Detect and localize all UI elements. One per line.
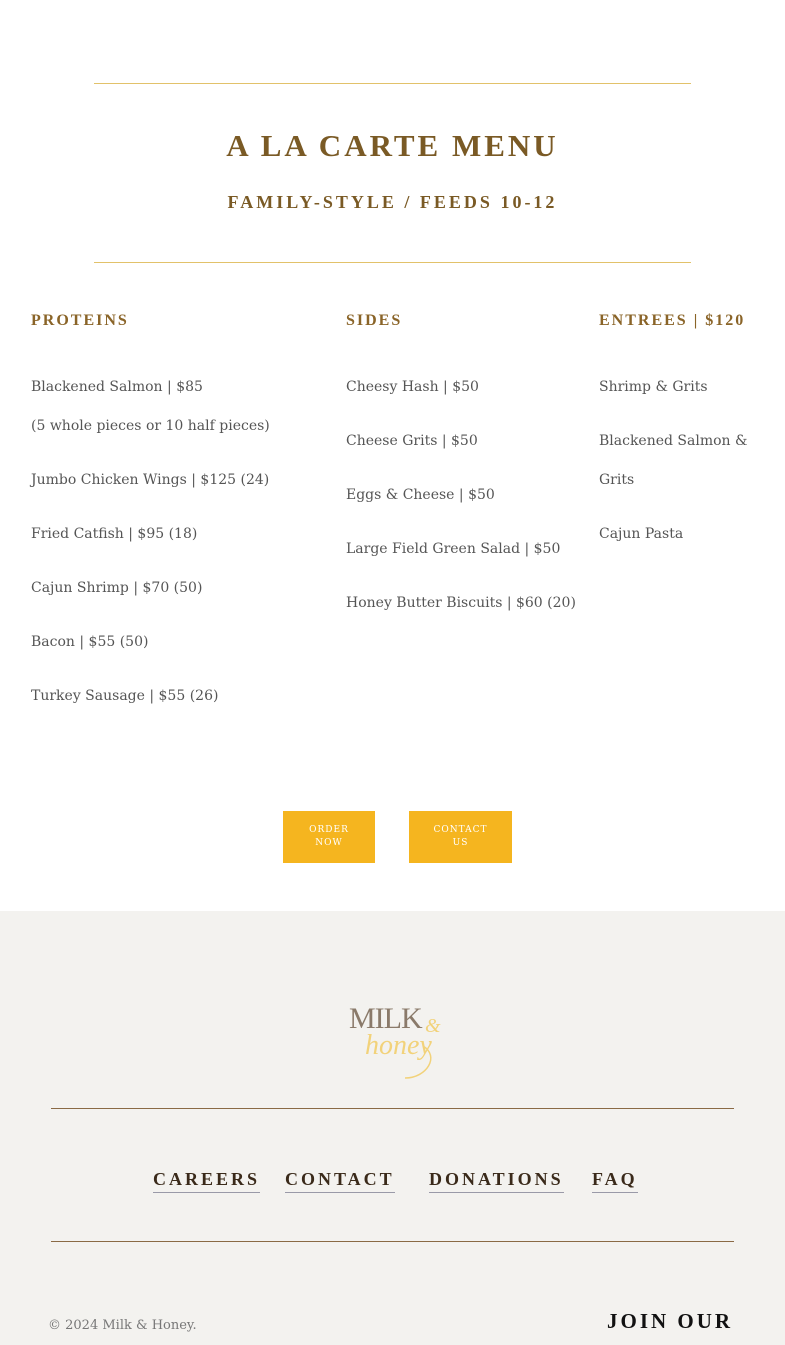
entrees-heading: ENTREES | $120 <box>599 312 746 329</box>
copyright-text: © 2024 Milk & Honey. <box>48 1318 197 1333</box>
site-footer <box>0 911 785 1345</box>
join-heading: JOIN OUR <box>607 1309 734 1333</box>
order-now-button[interactable] <box>283 811 375 863</box>
menu-item <box>31 368 331 446</box>
footer-nav <box>0 1169 785 1199</box>
menu-item: Shrimp & Grits <box>599 379 708 395</box>
menu-item-note: (5 whole pieces or 10 half pieces) <box>31 418 270 434</box>
entrees-column <box>599 312 759 569</box>
menu-item: Cajun Shrimp | $70 (50) <box>31 580 203 596</box>
proteins-heading: PROTEINS <box>31 312 129 329</box>
order-now-label: ORDER NOW <box>309 825 349 848</box>
logo-milk: MILK <box>349 1002 422 1035</box>
logo-graphic <box>345 996 450 1086</box>
entrees-list <box>599 368 759 554</box>
nav-faq-link[interactable]: FAQ <box>592 1169 638 1193</box>
menu-item: Cheese Grits | $50 <box>346 433 478 449</box>
logo-ampersand: & <box>425 1015 441 1037</box>
menu-item: Blackened Salmon & Grits <box>599 433 748 488</box>
menu-item: Large Field Green Salad | $50 <box>346 541 561 557</box>
menu-item: Turkey Sausage | $55 (26) <box>31 688 219 704</box>
menu-subtitle: FAMILY-STYLE / FEEDS 10-12 <box>227 192 558 212</box>
proteins-list <box>31 368 331 716</box>
menu-item: Honey Butter Biscuits | $60 (20) <box>346 595 576 611</box>
footer-top-divider <box>51 1108 734 1109</box>
nav-contact-link[interactable]: CONTACT <box>285 1169 395 1193</box>
menu-item: Jumbo Chicken Wings | $125 (24) <box>31 472 270 488</box>
header-bottom-divider <box>94 262 691 263</box>
nav-careers-link[interactable]: CAREERS <box>153 1169 260 1193</box>
menu-item: Cajun Pasta <box>599 526 684 542</box>
footer-bottom-divider <box>51 1241 734 1242</box>
menu-item: Fried Catfish | $95 (18) <box>31 526 198 542</box>
menu-title: A LA CARTE MENU <box>226 128 559 163</box>
nav-donations-link[interactable]: DONATIONS <box>429 1169 564 1193</box>
contact-us-button[interactable] <box>409 811 512 863</box>
proteins-column <box>31 312 331 731</box>
menu-item: Eggs & Cheese | $50 <box>346 487 495 503</box>
menu-item: Bacon | $55 (50) <box>31 634 149 650</box>
sides-column <box>346 312 586 638</box>
logo-honey: honey <box>365 1030 432 1061</box>
sides-heading: SIDES <box>346 312 403 329</box>
top-divider <box>94 83 691 84</box>
sides-list <box>346 368 586 623</box>
milk-and-honey-logo[interactable] <box>345 996 450 1086</box>
menu-item-label: Blackened Salmon | $85 <box>31 379 203 395</box>
contact-us-label: CONTACT US <box>433 825 488 848</box>
menu-item: Cheesy Hash | $50 <box>346 379 479 395</box>
